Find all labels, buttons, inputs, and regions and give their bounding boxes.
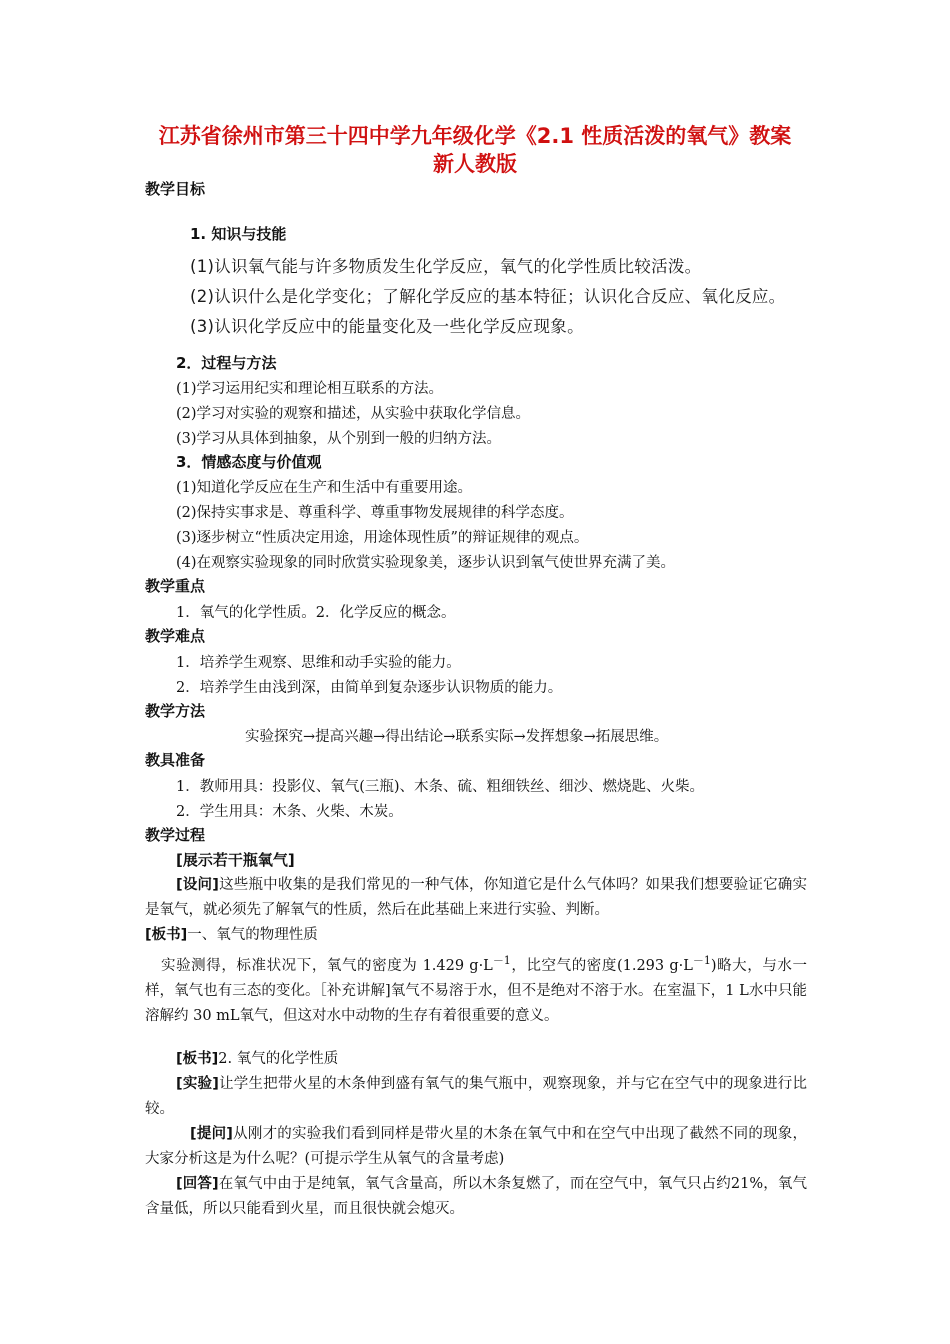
board-physical-paragraph [145, 923, 807, 948]
answer-tag: [回答] [176, 1176, 219, 1192]
method-heading: 教学方法 [145, 702, 206, 720]
ask-text: 从刚才的实验我们看到同样是带火星的木条在氧气中和在空气中出现了截然不同的现象，大家分析这是为什么呢？(可提示学生从氧气的含量考虑) [145, 1126, 807, 1167]
density-text-a: 实验测得，标准状况下，氧气的密度为 1.429 g·L [161, 957, 493, 974]
emotion-item: (2)保持实事求是、尊重科学、尊重事物发展规律的科学态度。 [176, 505, 574, 521]
tools-item: 2．学生用具：木条、火柴、木炭。 [176, 804, 403, 820]
board-text: 一、氧气的物理性质 [187, 927, 318, 943]
process-item: (2)学习对实验的观察和描述，从实验中获取化学信息。 [176, 406, 531, 422]
question-tag: [设问] [176, 877, 219, 893]
experiment-tag: [实验] [176, 1076, 219, 1092]
process-item: (1)学习运用纪实和理论相互联系的方法。 [176, 381, 444, 397]
answer-text: 在氧气中由于是纯氧，氧气含量高，所以木条复燃了，而在空气中，氧气只占约21%，氧气含量低，所以只能看到火星，而且很快就会熄灭。 [145, 1176, 807, 1217]
process-section-heading: 教学过程 [145, 826, 206, 844]
key-points-text: 1．氧气的化学性质。2．化学反应的概念。 [176, 605, 456, 621]
process-item: (3)学习从具体到抽象，从个别到一般的归纳方法。 [176, 431, 502, 447]
emotion-item: (1)知道化学反应在生产和生活中有重要用途。 [176, 480, 473, 496]
question-paragraph [145, 873, 807, 923]
question-text: 这些瓶中收集的是我们常见的一种气体，你知道它是什么气体吗？如果我们想要验证它确实是氧气，就必须先了解氧气的性质，然后在此基础上来进行实验、判断。 [145, 877, 807, 918]
knowledge-item: (3)认识化学反应中的能量变化及一些化学反应现象。 [190, 317, 584, 336]
document-title: 江苏省徐州市第三十四中学九年级化学《2.1 性质活泼的氧气》教案 新人教版 [158, 124, 792, 176]
emotion-heading: 3．情感态度与价值观 [176, 453, 322, 471]
difficulty-item: 1．培养学生观察、思维和动手实验的能力。 [176, 655, 461, 671]
emotion-item: (4)在观察实验现象的同时欣赏实验现象美，逐步认识到氧气使世界充满了美。 [176, 555, 676, 571]
knowledge-item: (2)认识什么是化学变化；了解化学反应的基本特征；认识化合反应、氧化反应。 [190, 287, 786, 306]
knowledge-item: (1)认识氧气能与许多物质发生化学反应，氧气的化学性质比较活泼。 [190, 257, 702, 276]
density-text-b: ，比空气的密度(1.293 g·L [510, 957, 693, 974]
experiment-text: 让学生把带火星的木条伸到盛有氧气的集气瓶中，观察现象，并与它在空气中的现象进行比较。 [145, 1076, 807, 1117]
tools-item: 1．教师用具：投影仪、氧气(三瓶)、木条、硫、粗细铁丝、细沙、燃烧匙、火柴。 [176, 779, 705, 795]
experiment-paragraph [145, 1072, 807, 1122]
goals-heading: 教学目标 [145, 180, 206, 198]
density-exponent: －1 [492, 954, 511, 967]
emotion-item: (3)逐步树立“性质决定用途，用途体现性质”的辩证规律的观点。 [176, 530, 589, 546]
board-tag: [板书] [176, 1051, 219, 1067]
key-points-heading: 教学重点 [145, 577, 206, 595]
tools-heading: 教具准备 [145, 751, 206, 769]
density-exponent: －1 [692, 954, 711, 967]
show-oxygen-note: [展示若干瓶氧气] [176, 851, 295, 869]
ask-paragraph [145, 1122, 807, 1172]
process-heading: 2．过程与方法 [176, 354, 277, 372]
method-text: 实验探究→提高兴趣→得出结论→联系实际→发挥想象→拓展思维。 [245, 729, 669, 745]
board-text: 2. 氧气的化学性质 [218, 1051, 339, 1067]
density-paragraph [145, 948, 807, 1029]
density-text-c: )略大，与水一样，氧气也有三态的变化。［补充讲解]氧气不易溶于水，但不是绝对不溶于水。在室温下，1 L水中只能溶解约 30 mL氧气，但这对水中动物的生存有着很重要的意义。 [145, 957, 808, 1024]
board-tag: [板书] [145, 927, 188, 943]
answer-paragraph [145, 1172, 807, 1222]
knowledge-heading: 1. 知识与技能 [190, 225, 287, 243]
difficulties-heading: 教学难点 [145, 627, 206, 645]
difficulty-item: 2．培养学生由浅到深，由简单到复杂逐步认识物质的能力。 [176, 680, 563, 696]
ask-tag: [提问] [190, 1126, 233, 1142]
board-chemical-paragraph [145, 1047, 807, 1072]
